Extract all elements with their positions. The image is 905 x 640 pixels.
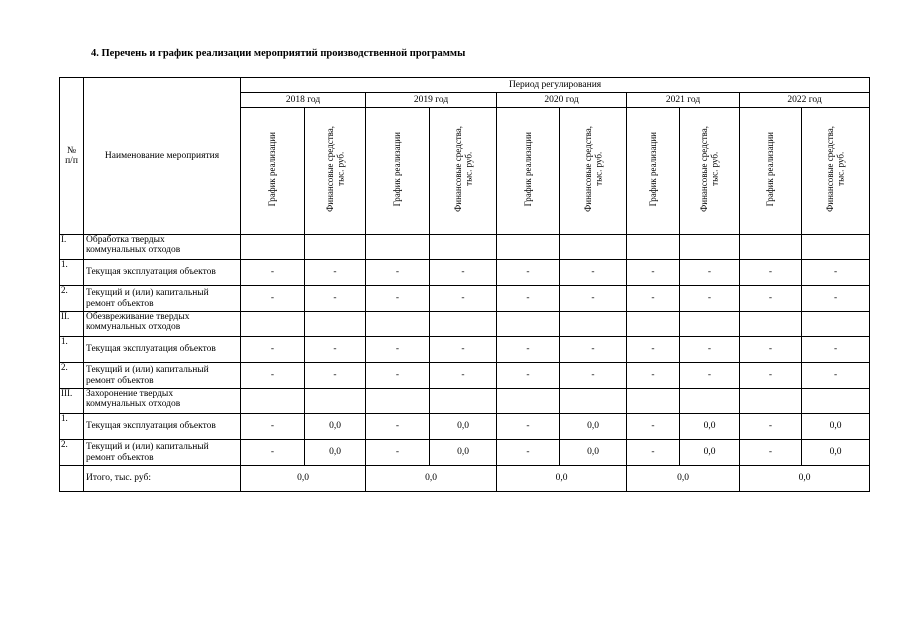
- finance-cell: -: [802, 337, 870, 363]
- schedule-cell: -: [366, 363, 430, 389]
- schedule-cell: [740, 312, 802, 337]
- schedule-cell: -: [497, 414, 560, 440]
- schedule-cell: -: [497, 363, 560, 389]
- schedule-cell: [627, 389, 680, 414]
- finance-cell: -: [680, 260, 740, 286]
- finance-cell: -: [802, 363, 870, 389]
- finance-cell: -: [430, 260, 497, 286]
- total-num-cell: [60, 466, 84, 492]
- finance-cell: [680, 312, 740, 337]
- header-schedule: График реализации: [627, 108, 680, 235]
- program-table: [59, 77, 870, 492]
- schedule-cell: [627, 235, 680, 260]
- finance-cell: [560, 389, 627, 414]
- total-value: 0,0: [627, 466, 740, 492]
- schedule-cell: -: [627, 286, 680, 312]
- schedule-cell: -: [740, 363, 802, 389]
- schedule-cell: -: [627, 414, 680, 440]
- schedule-cell: [740, 235, 802, 260]
- header-year-2022: 2022 год: [740, 93, 870, 108]
- row-number: III.: [60, 389, 84, 414]
- finance-cell: [305, 312, 366, 337]
- finance-cell: [560, 312, 627, 337]
- header-name-cell: [84, 78, 241, 235]
- finance-cell: -: [305, 286, 366, 312]
- finance-cell: [430, 389, 497, 414]
- schedule-cell: [366, 389, 430, 414]
- header-finance: Финансовые средства, тыс. руб.: [430, 108, 497, 235]
- header-schedule: График реализации: [497, 108, 560, 235]
- total-label: Итого, тыс. руб:: [84, 466, 241, 492]
- row-number: II.: [60, 312, 84, 337]
- row-name: Обезвреживание твердых коммунальных отходов: [84, 312, 241, 337]
- finance-cell: 0,0: [802, 414, 870, 440]
- schedule-cell: -: [241, 260, 305, 286]
- finance-cell: -: [802, 260, 870, 286]
- total-row: [60, 466, 870, 492]
- row-name: Текущая эксплуатация объектов: [84, 337, 241, 363]
- finance-cell: [305, 389, 366, 414]
- finance-cell: -: [680, 286, 740, 312]
- finance-cell: [680, 389, 740, 414]
- header-num-cell: [60, 78, 84, 235]
- finance-cell: 0,0: [560, 440, 627, 466]
- row-number: 1.: [60, 414, 84, 440]
- finance-cell: -: [305, 337, 366, 363]
- finance-cell: -: [680, 337, 740, 363]
- row-number: 1.: [60, 260, 84, 286]
- schedule-cell: -: [740, 260, 802, 286]
- section-row: [60, 235, 870, 260]
- table-row: [60, 286, 870, 312]
- header-year-2021: 2021 год: [627, 93, 740, 108]
- table-row: [60, 414, 870, 440]
- row-number: 2.: [60, 286, 84, 312]
- table-row: [60, 440, 870, 466]
- schedule-cell: -: [627, 440, 680, 466]
- table-row: [60, 337, 870, 363]
- finance-cell: [802, 389, 870, 414]
- finance-cell: -: [560, 260, 627, 286]
- header-schedule: График реализации: [241, 108, 305, 235]
- row-name: Текущий и (или) капитальный ремонт объектов: [84, 286, 241, 312]
- header-finance: Финансовые средства, тыс. руб.: [560, 108, 627, 235]
- schedule-cell: [366, 235, 430, 260]
- row-name: Текущая эксплуатация объектов: [84, 414, 241, 440]
- schedule-cell: -: [366, 440, 430, 466]
- schedule-cell: -: [497, 337, 560, 363]
- section-row: [60, 389, 870, 414]
- header-schedule: График реализации: [740, 108, 802, 235]
- finance-cell: -: [802, 286, 870, 312]
- row-name: Захоронение твердых коммунальных отходов: [84, 389, 241, 414]
- finance-cell: 0,0: [680, 414, 740, 440]
- schedule-cell: -: [366, 260, 430, 286]
- header-finance: Финансовые средства, тыс. руб.: [305, 108, 366, 235]
- finance-cell: 0,0: [802, 440, 870, 466]
- schedule-cell: -: [497, 440, 560, 466]
- schedule-cell: [241, 389, 305, 414]
- schedule-cell: [497, 312, 560, 337]
- finance-cell: 0,0: [560, 414, 627, 440]
- header-finance: Финансовые средства, тыс. руб.: [802, 108, 870, 235]
- header-schedule: График реализации: [366, 108, 430, 235]
- finance-cell: -: [305, 260, 366, 286]
- total-value: 0,0: [740, 466, 870, 492]
- finance-cell: -: [430, 286, 497, 312]
- header-finance: Финансовые средства, тыс. руб.: [680, 108, 740, 235]
- row-name: Текущая эксплуатация объектов: [84, 260, 241, 286]
- schedule-cell: -: [497, 260, 560, 286]
- schedule-cell: [366, 312, 430, 337]
- row-number: 2.: [60, 440, 84, 466]
- header-year-2019: 2019 год: [366, 93, 497, 108]
- row-name: Текущий и (или) капитальный ремонт объектов: [84, 440, 241, 466]
- table-row: [60, 363, 870, 389]
- schedule-cell: -: [740, 337, 802, 363]
- section-row: [60, 312, 870, 337]
- schedule-cell: -: [241, 440, 305, 466]
- finance-cell: 0,0: [305, 414, 366, 440]
- page-title: 4. Перечень и график реализации мероприятий производственной программы: [91, 48, 466, 59]
- schedule-cell: -: [241, 363, 305, 389]
- header-period: Период регулирования: [241, 78, 870, 93]
- row-name: Текущий и (или) капитальный ремонт объектов: [84, 363, 241, 389]
- header-name: Наименование мероприятия: [104, 150, 220, 161]
- schedule-cell: -: [241, 414, 305, 440]
- schedule-cell: -: [740, 414, 802, 440]
- table-row: [60, 260, 870, 286]
- schedule-cell: [627, 312, 680, 337]
- finance-cell: 0,0: [430, 414, 497, 440]
- row-number: I.: [60, 235, 84, 260]
- finance-cell: [680, 235, 740, 260]
- finance-cell: -: [560, 363, 627, 389]
- finance-cell: -: [430, 363, 497, 389]
- finance-cell: -: [680, 363, 740, 389]
- finance-cell: [430, 312, 497, 337]
- finance-cell: 0,0: [430, 440, 497, 466]
- finance-cell: -: [305, 363, 366, 389]
- finance-cell: [430, 235, 497, 260]
- row-number: 1.: [60, 337, 84, 363]
- schedule-cell: [497, 389, 560, 414]
- schedule-cell: -: [241, 337, 305, 363]
- header-num: № п/п: [65, 145, 78, 166]
- header-year-2018: 2018 год: [241, 93, 366, 108]
- schedule-cell: [740, 389, 802, 414]
- finance-cell: [560, 235, 627, 260]
- schedule-cell: -: [366, 414, 430, 440]
- total-value: 0,0: [366, 466, 497, 492]
- finance-cell: [802, 235, 870, 260]
- schedule-cell: -: [627, 363, 680, 389]
- schedule-cell: [497, 235, 560, 260]
- finance-cell: 0,0: [305, 440, 366, 466]
- schedule-cell: -: [366, 337, 430, 363]
- row-number: 2.: [60, 363, 84, 389]
- total-value: 0,0: [497, 466, 627, 492]
- total-value: 0,0: [241, 466, 366, 492]
- schedule-cell: -: [497, 286, 560, 312]
- finance-cell: [305, 235, 366, 260]
- schedule-cell: [241, 235, 305, 260]
- header-year-2020: 2020 год: [497, 93, 627, 108]
- schedule-cell: -: [627, 260, 680, 286]
- schedule-cell: -: [627, 337, 680, 363]
- finance-cell: -: [560, 286, 627, 312]
- schedule-cell: -: [241, 286, 305, 312]
- finance-cell: [802, 312, 870, 337]
- finance-cell: -: [430, 337, 497, 363]
- finance-cell: -: [560, 337, 627, 363]
- schedule-cell: -: [366, 286, 430, 312]
- schedule-cell: -: [740, 440, 802, 466]
- row-name: Обработка твердых коммунальных отходов: [84, 235, 241, 260]
- finance-cell: 0,0: [680, 440, 740, 466]
- schedule-cell: -: [740, 286, 802, 312]
- schedule-cell: [241, 312, 305, 337]
